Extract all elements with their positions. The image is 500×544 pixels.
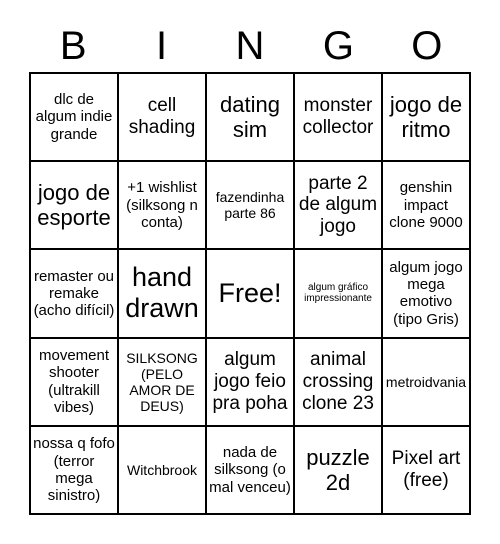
bingo-cell[interactable]: [294, 338, 382, 426]
bingo-cell[interactable]: [206, 426, 294, 514]
bingo-cell[interactable]: [206, 338, 294, 426]
cell-text: animal crossing clone 23: [302, 348, 374, 414]
cell-text: Pixel art (free): [391, 448, 461, 491]
cell-text: algum jogo feio pra poha: [212, 348, 288, 414]
cell-text: jogo de ritmo: [389, 91, 463, 143]
bingo-cell[interactable]: [118, 249, 206, 337]
bingo-cell[interactable]: [30, 338, 118, 426]
bingo-cell[interactable]: [294, 73, 382, 161]
bingo-cell[interactable]: [118, 73, 206, 161]
cell-text: jogo de esporte: [37, 179, 111, 231]
cell-text: SILKSONG (PELO AMOR DE DEUS): [126, 349, 198, 414]
header-letter-o: O: [411, 23, 443, 68]
bingo-cell[interactable]: [118, 426, 206, 514]
bingo-cell[interactable]: [30, 73, 118, 161]
cell-text: hand drawn: [125, 262, 199, 324]
bingo-cell[interactable]: [382, 161, 470, 249]
cell-text: remaster ou remake (acho difícil): [33, 267, 115, 320]
bingo-cell[interactable]: [206, 161, 294, 249]
cell-text: movement shooter (ultrakill vibes): [38, 347, 110, 416]
header-letter-i: I: [156, 23, 168, 68]
bingo-cell[interactable]: [30, 161, 118, 249]
bingo-header: [29, 20, 471, 72]
cell-text: dlc de algum indie grande: [35, 91, 113, 143]
cell-text: algum jogo mega emotivo (tipo Gris): [389, 258, 463, 328]
bingo-cell[interactable]: [382, 338, 470, 426]
cell-text: nossa q fofo (terror mega sinistro): [33, 435, 115, 505]
bingo-cell[interactable]: [206, 73, 294, 161]
cell-text: Free!: [218, 277, 282, 308]
bingo-cell[interactable]: [294, 426, 382, 514]
cell-text: nada de silksong (o mal venceu): [209, 444, 291, 496]
cell-text: genshin impact clone 9000: [389, 179, 463, 231]
bingo-cell[interactable]: [30, 426, 118, 514]
cell-text: fazendinha parte 86: [215, 189, 285, 222]
cell-text: parte 2 de algum jogo: [298, 172, 378, 238]
cell-text: Witchbrook: [126, 461, 198, 478]
bingo-cell[interactable]: [118, 161, 206, 249]
cell-text: +1 wishlist (silksong n conta): [126, 179, 198, 231]
cell-text: metroidvania: [385, 373, 467, 390]
cell-text: puzzle 2d: [306, 444, 370, 495]
bingo-cell[interactable]: [382, 73, 470, 161]
bingo-cell[interactable]: [30, 249, 118, 337]
bingo-cell[interactable]: [294, 161, 382, 249]
header-letter-g: G: [322, 23, 354, 68]
bingo-cell[interactable]: [382, 426, 470, 514]
cell-text: monster collector: [302, 95, 374, 139]
cell-text: algum gráfico impressionante: [304, 281, 372, 305]
bingo-grid: [29, 72, 471, 515]
header-letter-b: B: [59, 23, 87, 68]
bingo-cell[interactable]: [382, 249, 470, 337]
bingo-cell-free[interactable]: [206, 249, 294, 337]
header-letter-n: N: [235, 23, 265, 68]
bingo-cell[interactable]: [118, 338, 206, 426]
cell-text: cell shading: [128, 95, 196, 139]
bingo-cell[interactable]: [294, 249, 382, 337]
cell-text: dating sim: [220, 91, 280, 143]
